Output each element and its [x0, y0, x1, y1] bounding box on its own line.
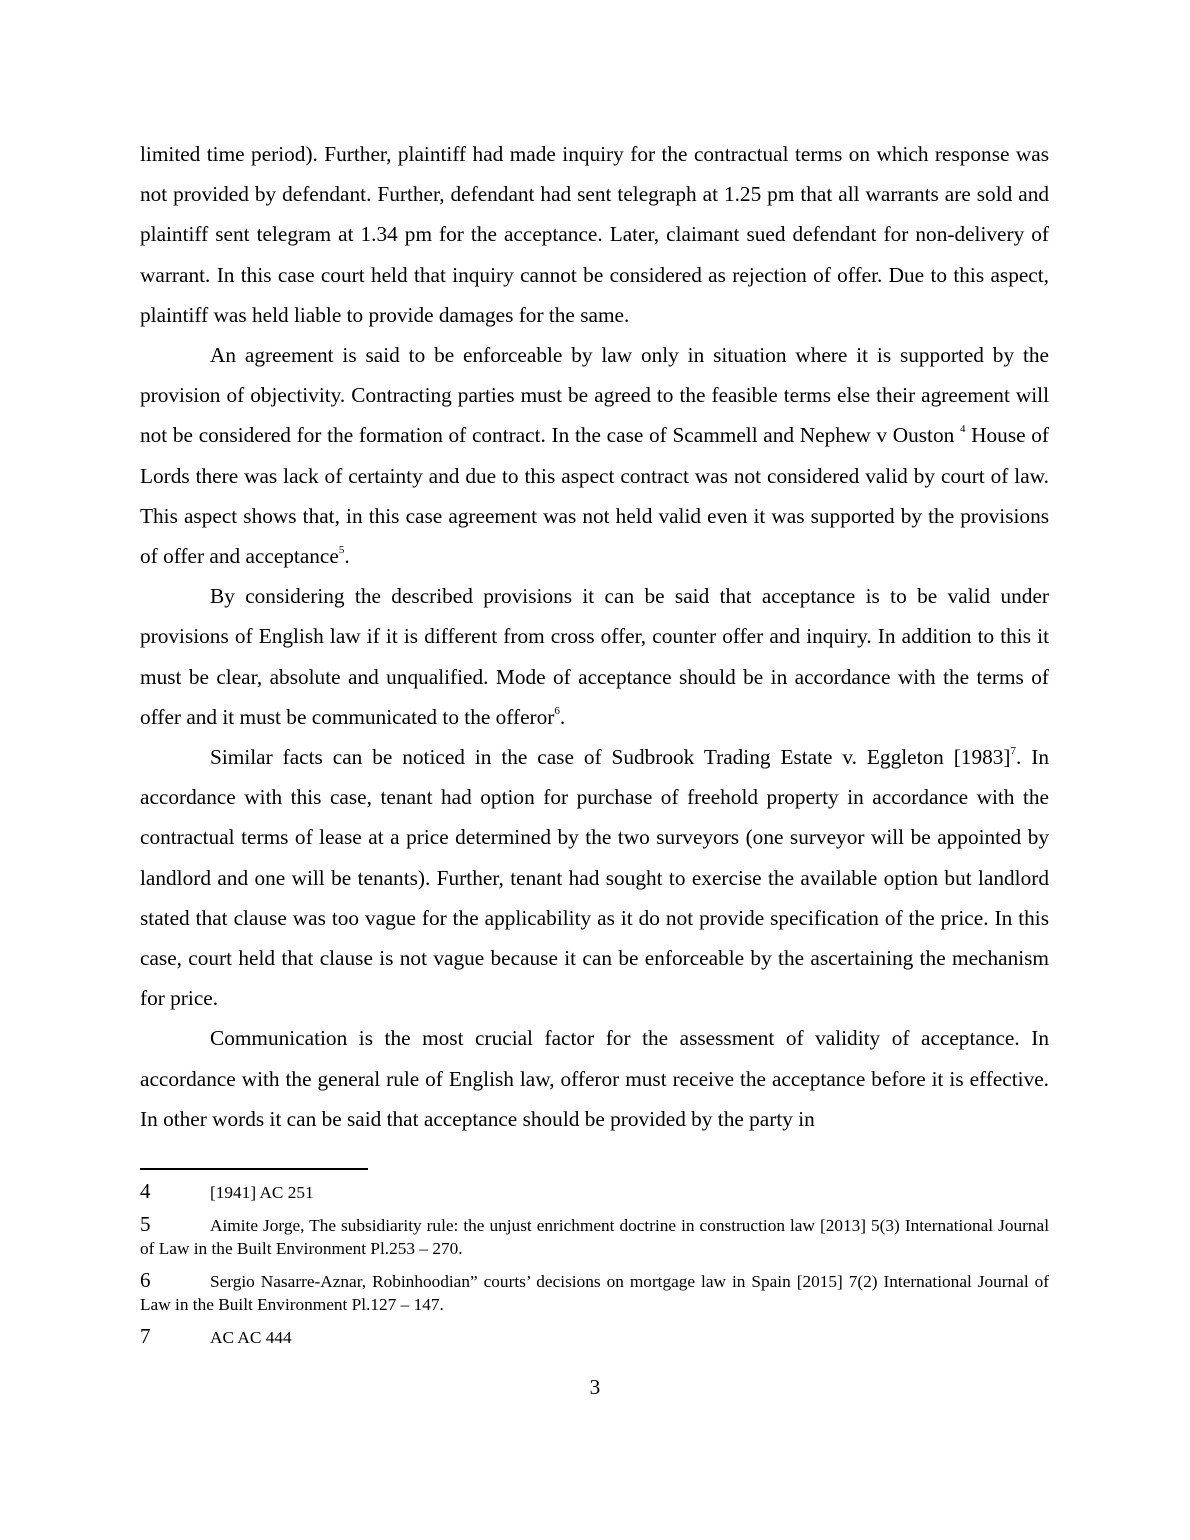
- paragraph-2: [140, 335, 1049, 576]
- paragraph-1: limited time period). Further, plaintiff had made inquiry for the contractual terms on which response was not provided by defendant. Further, defendant had sent telegraph at 1.25 pm that all warrants are sold and plaintiff sent telegram at 1.34 pm for the acceptance. Later, claimant sued defendant for non-delivery of warrant. In this case court held that inquiry cannot be considered as rejection of offer. Due to this aspect, plaintiff was held liable to provide damages for the same.: [140, 142, 1049, 327]
- footnote-number: 5: [140, 1212, 151, 1236]
- footnote-ref-4[interactable]: 4: [959, 423, 966, 436]
- footnote-text: AC AC 444: [210, 1328, 292, 1347]
- body-text: [140, 134, 1049, 1139]
- paragraph-4-text-b: . In accordance with this case, tenant had option for purchase of freehold property in accordance with the contractual terms of lease at a price determined by the two surveyors (one surveyor will be appointed by landlord and one will be tenants). Further, tenant had sought to exercise the available option but landlord stated that clause was too vague for the applicability as it do not provide specification of the price. In this case, court held that clause is not vague because it can be enforceable by the ascertaining the mechanism for price.: [140, 745, 1049, 1011]
- footnote-6: [140, 1269, 1049, 1316]
- footnote-number: 6: [140, 1268, 151, 1292]
- paragraph-2-text-c: .: [344, 544, 350, 569]
- footnote-ref-5[interactable]: 5: [338, 543, 345, 556]
- footnotes: [140, 1180, 1049, 1358]
- paragraph-2-text-b: House of Lords there was lack of certainty and due to this aspect contract was not considered valid by court of law. This aspect shows that, in this case agreement was not held valid even it was supported by the provisions of offer and acceptance: [140, 423, 1049, 569]
- footnote-ref-6[interactable]: 6: [554, 704, 560, 717]
- footnote-number: 4: [140, 1179, 151, 1203]
- footnote-text: [1941] AC 251: [210, 1183, 314, 1202]
- footnote-number: 7: [140, 1324, 151, 1348]
- footnote-5: [140, 1213, 1049, 1260]
- paragraph-4-text-a: Similar facts can be noticed in the case of Sudbrook Trading Estate v. Eggleton [1983]: [210, 745, 1011, 770]
- paragraph-3: [140, 576, 1049, 737]
- footnote-7: [140, 1325, 1049, 1349]
- paragraph-3-text-a: By considering the described provisions it can be said that acceptance is to be valid under provisions of English law if it is different from cross offer, counter offer and inquiry. In addition to this it must be clear, absolute and unqualified. Mode of acceptance should be in accordance with the terms of offer and it must be communicated to the offeror: [140, 584, 1049, 729]
- page-number: 3: [589, 1375, 601, 1399]
- footnote-4: [140, 1180, 1049, 1204]
- paragraph-4: [140, 737, 1049, 1018]
- footnote-text: Aimite Jorge, The subsidiarity rule: the unjust enrichment doctrine in construction law [2013] 5(3) International Journal of Law in the Built Environment Pl.253 – 270.: [140, 1216, 1049, 1258]
- paragraph-2-text-a: An agreement is said to be enforceable by law only in situation where it is supported by the provision of objectivity. Contracting parties must be agreed to the feasible terms else their agreement will not be considered for the formation of contract. In the case of Scammell and Nephew v Ouston: [140, 343, 1049, 448]
- footnote-separator: [140, 1168, 368, 1170]
- footnote-ref-7[interactable]: 7: [1010, 744, 1016, 757]
- paragraph-3-text-b: .: [559, 704, 566, 729]
- paragraph-5: Communication is the most crucial factor for the assessment of validity of acceptance. In accordance with the general rule of English law, offeror must receive the acceptance before it is effective. In other words it can be said that acceptance should be provided by the party in: [140, 1026, 1049, 1131]
- footnote-text: Sergio Nasarre-Aznar, Robinhoodian” courts’ decisions on mortgage law in Spain [2015] 7(2) International Journal of Law in the Built Environment Pl.127 – 147.: [140, 1272, 1049, 1314]
